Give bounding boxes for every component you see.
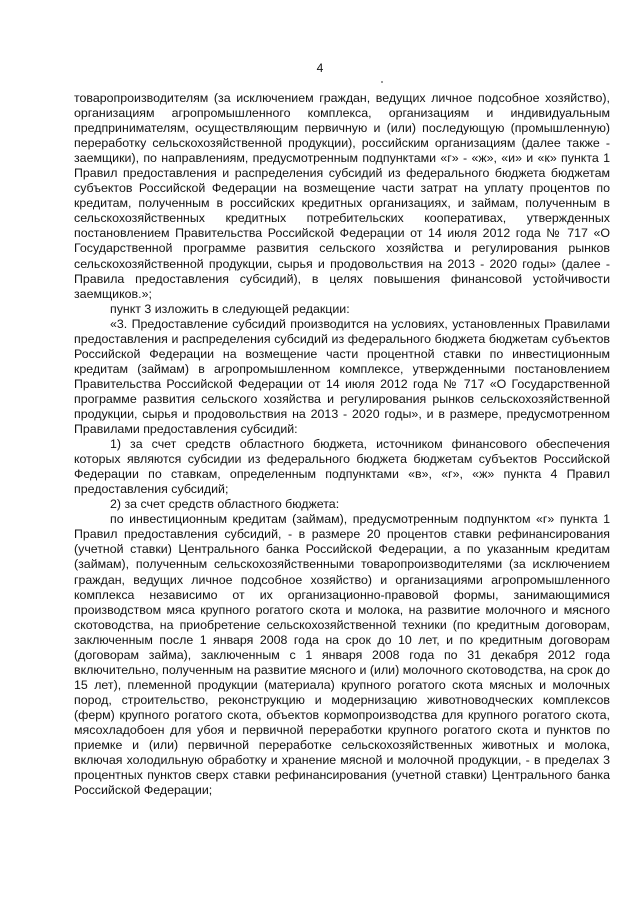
scan-speck — [381, 81, 383, 83]
document-body — [74, 91, 610, 798]
paragraph-amendment-intro: пункт 3 изложить в следующей редакции: — [110, 301, 350, 316]
paragraph-subclause-2: 2) за счет средств областного бюджета: — [110, 497, 340, 512]
paragraph-investment-credits: по инвестиционным кредитам (займам), предусмотренным подпунктом «г» пункта 1 Правил предоставления субсидий, - в размере 20 процентов ставки рефинансирования (учетной ставки) Центрального банка Российской Федерации, а по указанным кредитам (займам), полученным сельскохозяйственными товаропроизводителями (за исключением граждан, ведущих личное подсобное хозяйство) и организациями агропромышленного комплекса независимо от их организационно-правовой формы, занимающимися производством мяса крупного рогатого скота и молока, на развитие молочного и мясного скотоводства, на приобретение сельскохозяйственной техники (по кредитным договорам, заключенным после 1 января 2008 года на срок до 10 лет, и по кредитным договорам (договорам займа), заключенным с 1 января 2008 года по 31 декабря 2012 года включительно, полученным на развитие мясного и (или) молочного скотоводства, на срок до 15 лет), племенной продукции (материала) крупного рогатого скота мясных и молочных пород, строительство, реконструкцию и модернизацию животноводческих комплексов (ферм) крупного рогатого скота, объектов кормопроизводства для крупного рогатого скота, мясохладобоен для убоя и первичной переработки крупного рогатого скота и пунктов по приемке и (или) первичной переработке сельскохозяйственных животных и молока, включая холодильную обработку и хранение мясной и молочной продукции, - в пределах 3 процентных пунктов сверх ставки рефинансирования (учетной ставки) Центрального банка Российской Федерации; — [74, 512, 610, 798]
paragraph-continuation: товаропроизводителям (за исключением граждан, ведущих личное подсобное хозяйство), организациям агропромышленного комплекса, организациям и индивидуальным предпринимателям, осуществляющим первичную и (или) последующую (промышленную) переработку сельскохозяйственной продукции), российским организациям (далее также - заемщики), по направлениям, предусмотренным подпунктами «г» - «ж», «и» и «к» пункта 1 Правил предоставления и распределения субсидий из федерального бюджета бюджетам субъектов Российской Федерации на возмещение части затрат на уплату процентов по кредитам, полученным в российских кредитных организациях, и займам, полученным в сельскохозяйственных кредитных потребительских кооперативах, утвержденных постановлением Правительства Российской Федерации от 14 июля 2012 года № 717 «О Государственной программе развития сельского хозяйства и регулирования рынков сельскохозяйственной продукции, сырья и продовольствия на 2013 - 2020 годы» (далее - Правила предоставления субсидий), в целях повышения финансовой устойчивости заемщиков.»; — [74, 91, 610, 301]
paragraph-clause-3: «3. Предоставление субсидий производится на условиях, установленных Правилами предоставления и распределения субсидий из федерального бюджета бюджетам субъектов Российской Федерации на возмещение части процентной ставки по инвестиционным кредитам (займам) в агропромышленном комплексе, утвержденными постановлением Правительства Российской Федерации от 14 июля 2012 года № 717 «О Государственной программе развития сельского хозяйства и регулирования рынков сельскохозяйственной продукции, сырья и продовольствия на 2013 - 2020 годы», и в размере, предусмотренном Правилами предоставления субсидий: — [74, 316, 610, 437]
paragraph-subclause-1: 1) за счет средств областного бюджета, источником финансового обеспечения которых являются субсидии из федерального бюджета бюджетам субъектов Российской Федерации по ставкам, определенным подпунктами «в», «г», «ж» пункта 4 Правил предоставления субсидий; — [74, 437, 610, 497]
page-number: 4 — [316, 61, 324, 75]
